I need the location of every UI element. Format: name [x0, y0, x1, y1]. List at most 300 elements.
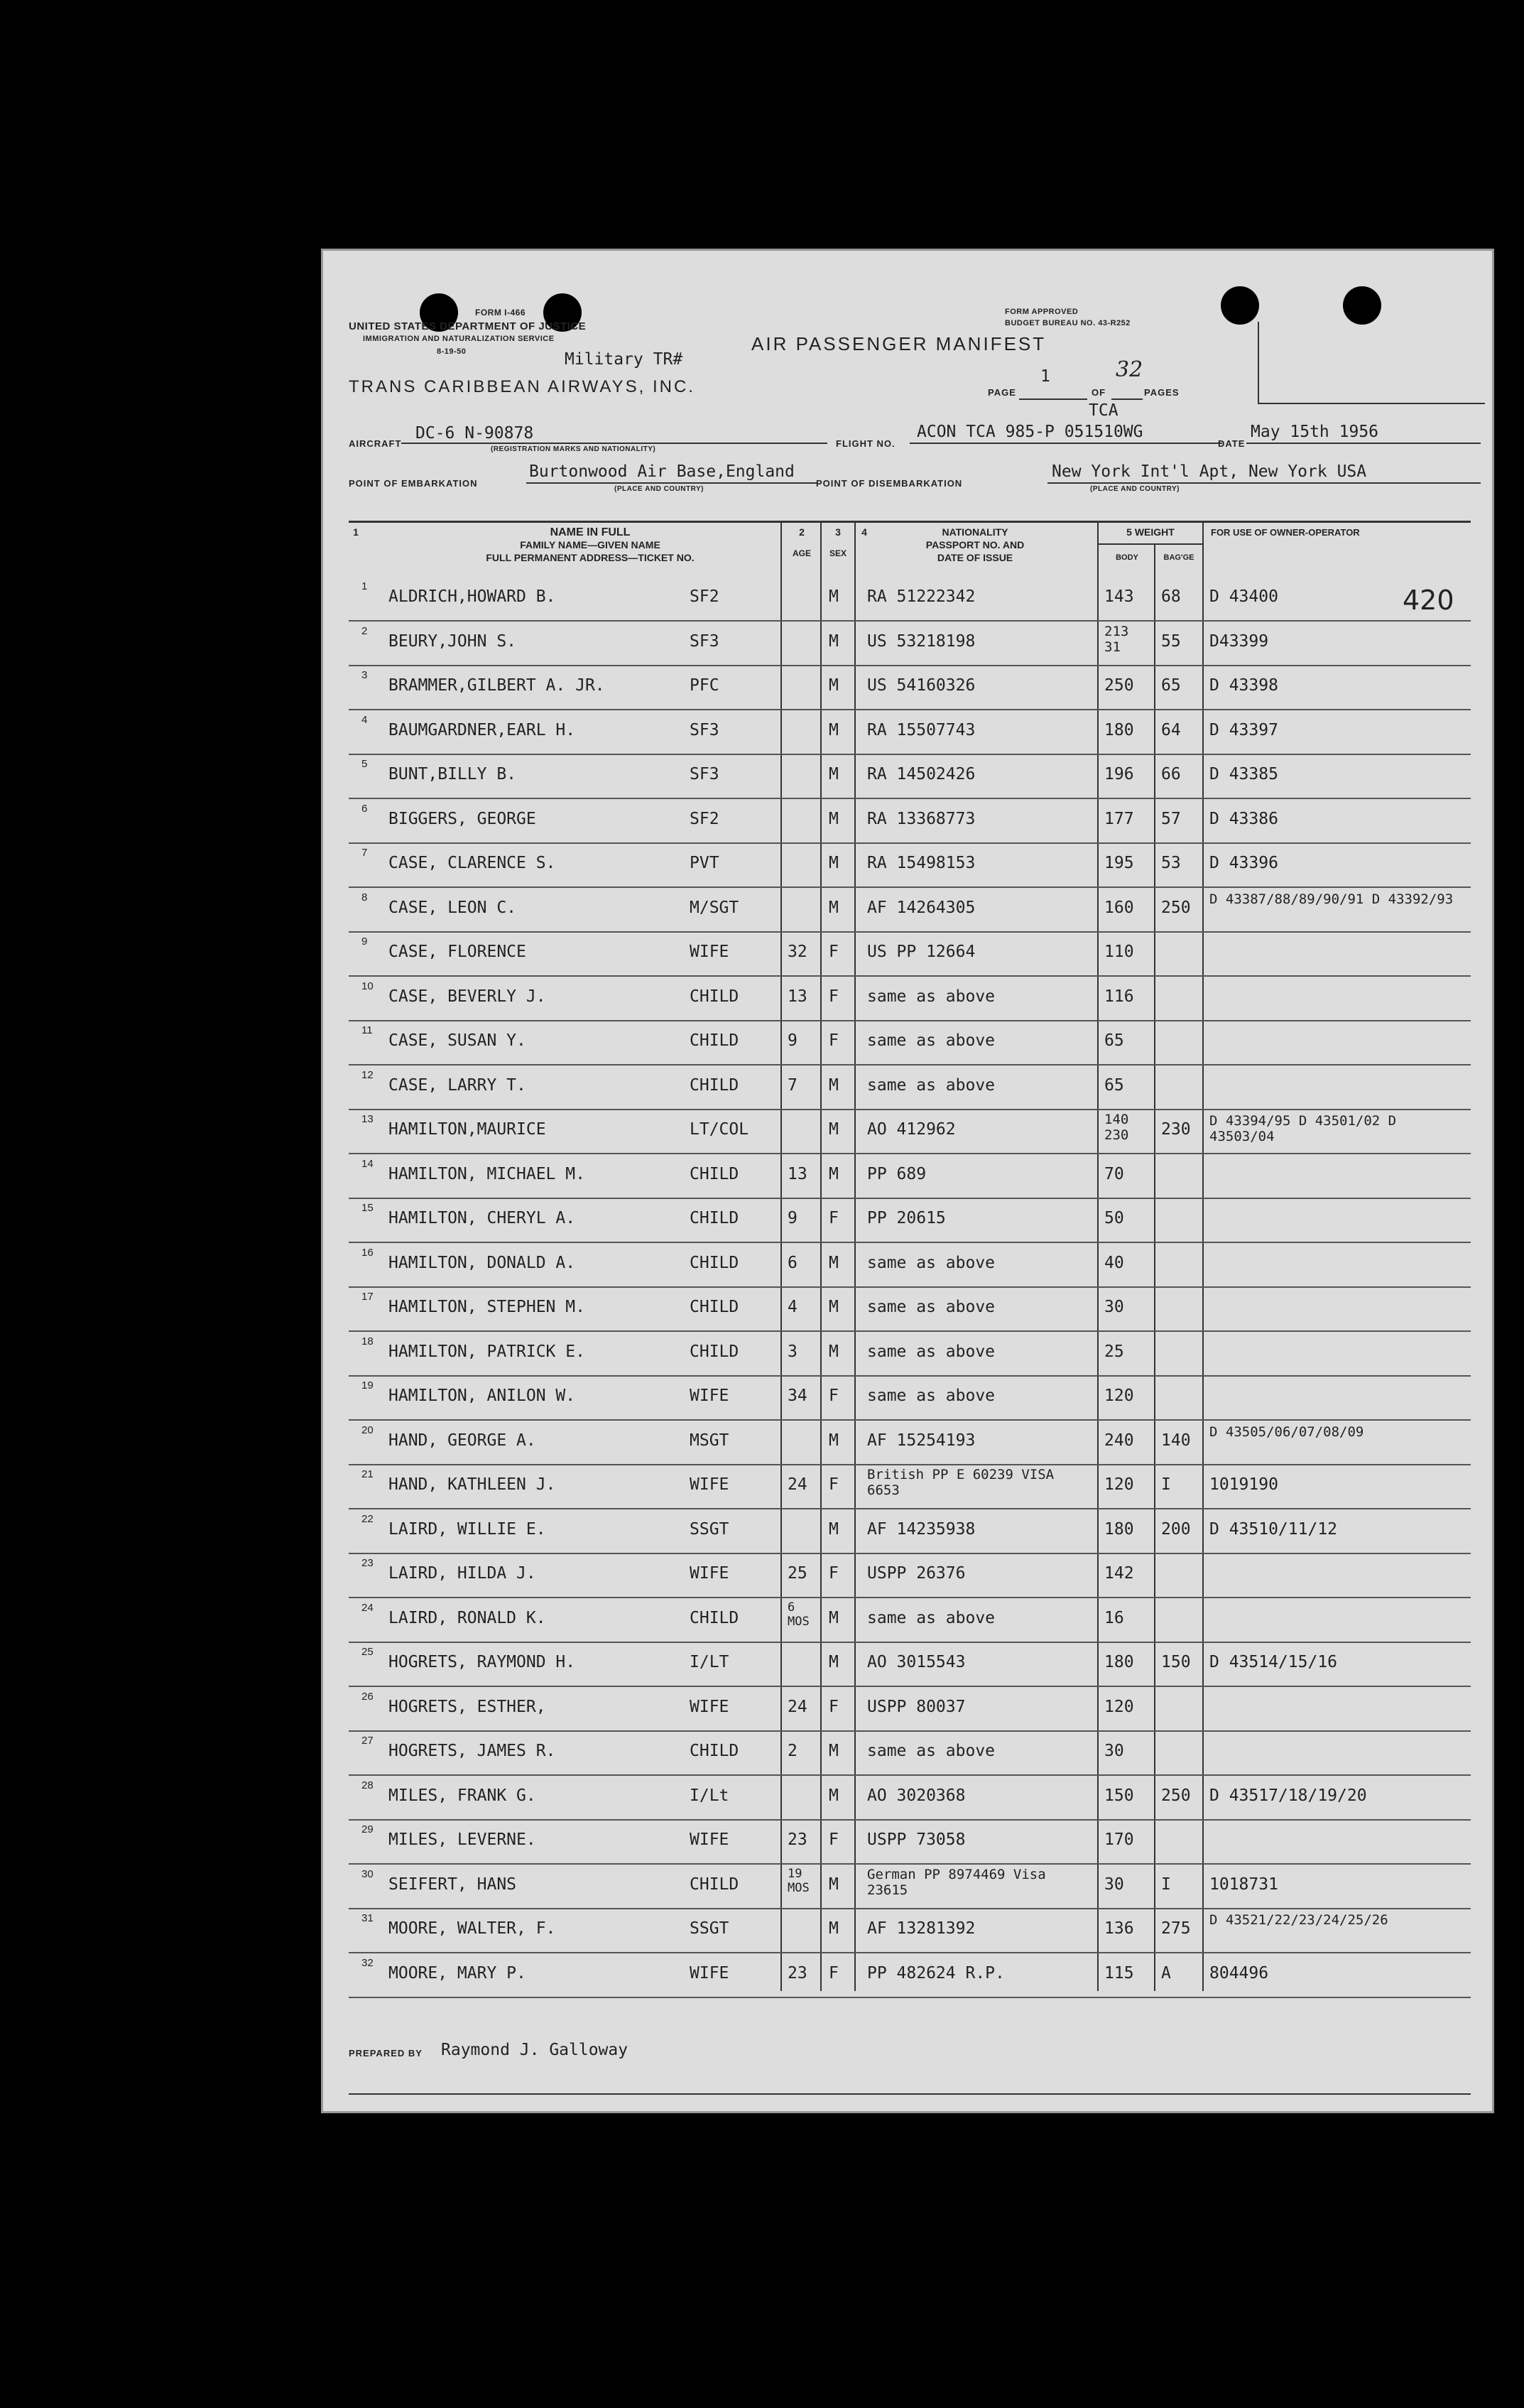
body-weight: 140 230 [1104, 1112, 1129, 1143]
operator-ticket: 1018731 [1209, 1875, 1278, 1894]
passenger-passport: USPP 73058 [867, 1831, 966, 1849]
row-number: 20 [361, 1423, 374, 1436]
body-weight: 116 [1104, 987, 1134, 1006]
passenger-passport: AF 14264305 [867, 898, 976, 917]
body-weight: 65 [1104, 1075, 1124, 1095]
table-row [349, 755, 1471, 799]
col-body-header: BODY [1116, 553, 1138, 562]
bottom-rule [349, 2093, 1471, 2095]
row-number: 23 [361, 1557, 374, 1569]
passenger-name: HOGRETS, RAYMOND H. [388, 1653, 576, 1671]
row-number: 24 [361, 1601, 374, 1614]
passenger-name: BUNT,BILLY B. [388, 765, 517, 783]
page-underline [1019, 398, 1087, 400]
total-pages: 32 [1116, 357, 1143, 382]
passenger-name: HAND, GEORGE A. [388, 1431, 536, 1450]
form-date: 8-19-50 [437, 347, 467, 356]
baggage-weight: 230 [1161, 1120, 1191, 1139]
table-row [349, 1777, 1471, 1821]
passenger-passport: same as above [867, 1253, 996, 1272]
row-number: 32 [361, 1956, 374, 1969]
baggage-weight: 66 [1161, 765, 1181, 783]
col-sex-header: SEX [829, 548, 847, 558]
passenger-rank: CHILD [690, 1031, 739, 1050]
baggage-weight: 55 [1161, 631, 1181, 651]
body-weight: 170 [1104, 1831, 1134, 1849]
table-row [349, 1865, 1471, 1909]
passenger-name: CASE, CLARENCE S. [388, 854, 556, 872]
baggage-weight: 65 [1161, 676, 1181, 695]
col1-number: 1 [353, 526, 359, 538]
date-label: DATE [1218, 438, 1246, 449]
col-nationality-line1: NATIONALITY [942, 526, 1008, 538]
passenger-age: 6 MOS [788, 1600, 810, 1629]
table-row [349, 1909, 1471, 1953]
table-row [349, 1110, 1471, 1154]
passenger-rank: CHILD [690, 1298, 739, 1316]
passenger-age: 3 [788, 1342, 798, 1361]
passenger-sex: F [829, 1697, 839, 1716]
passenger-name: MOORE, MARY P. [388, 1963, 526, 1983]
operator-ticket: D 43385 [1209, 765, 1278, 783]
passenger-rank: PVT [690, 854, 719, 872]
passenger-sex: F [829, 1209, 839, 1227]
operator-ticket: 804496 [1209, 1963, 1269, 1983]
body-weight: 160 [1104, 898, 1134, 917]
row-number: 11 [361, 1024, 373, 1036]
table-top-border [349, 521, 1471, 523]
manifest-sheet [321, 249, 1494, 2113]
body-weight: 213 31 [1104, 623, 1129, 655]
disembarkation-value: New York Int'l Apt, New York USA [1052, 462, 1367, 481]
passenger-sex: M [829, 1786, 839, 1805]
table-row [349, 1155, 1471, 1199]
flight-underline [910, 443, 1222, 444]
passenger-rank: M/SGT [690, 898, 739, 917]
body-weight: 177 [1104, 809, 1134, 828]
row-number: 26 [361, 1690, 374, 1703]
operator-ticket: D 43400 [1209, 587, 1278, 606]
row-number: 14 [361, 1157, 374, 1170]
passenger-passport: same as above [867, 1031, 996, 1050]
passenger-sex: M [829, 1342, 839, 1361]
passenger-rank: CHILD [690, 1075, 739, 1095]
passenger-passport: same as above [867, 1298, 996, 1316]
passenger-name: BRAMMER,GILBERT A. JR. [388, 676, 605, 695]
disembarkation-underline [1047, 482, 1481, 484]
passenger-rank: SF3 [690, 720, 719, 739]
row-number: 22 [361, 1512, 374, 1525]
passenger-passport: AF 15254193 [867, 1431, 976, 1450]
baggage-weight: 57 [1161, 809, 1181, 828]
body-weight: 120 [1104, 1697, 1134, 1716]
passenger-name: HAMILTON,MAURICE [388, 1120, 546, 1139]
col3-number: 3 [835, 526, 841, 538]
body-weight: 180 [1104, 1653, 1134, 1671]
embarkation-value: Burtonwood Air Base,England [529, 462, 795, 481]
operator-ticket: D43399 [1209, 631, 1269, 651]
passenger-rank: I/LT [690, 1653, 729, 1671]
passenger-rank: WIFE [690, 1564, 729, 1583]
passenger-rank: WIFE [690, 1831, 729, 1849]
table-row [349, 1021, 1471, 1065]
passenger-rank: SF2 [690, 809, 719, 828]
baggage-weight: 250 [1161, 1786, 1191, 1805]
passenger-sex: M [829, 1653, 839, 1671]
passenger-name: HAMILTON, MICHAEL M. [388, 1164, 585, 1183]
handwritten-420: 420 [1403, 585, 1454, 616]
baggage-weight: 64 [1161, 720, 1181, 739]
table-row [349, 1510, 1471, 1554]
passenger-name: HAMILTON, CHERYL A. [388, 1209, 576, 1227]
passenger-age: 4 [788, 1298, 798, 1316]
passenger-passport: PP 482624 R.P. [867, 1963, 1005, 1983]
row-number: 2 [361, 624, 368, 637]
prepared-by-value: Raymond J. Galloway [441, 2041, 628, 2059]
passenger-sex: M [829, 1742, 839, 1760]
passenger-name: CASE, SUSAN Y. [388, 1031, 526, 1050]
operator-ticket: D 43505/06/07/08/09 [1209, 1423, 1364, 1440]
body-weight: 180 [1104, 720, 1134, 739]
passenger-name: CASE, FLORENCE [388, 943, 526, 961]
passenger-sex: M [829, 765, 839, 783]
body-weight: 150 [1104, 1786, 1134, 1805]
table-row [349, 1954, 1471, 1998]
passenger-name: HOGRETS, JAMES R. [388, 1742, 556, 1760]
row-number: 3 [361, 669, 368, 681]
row-number: 15 [361, 1202, 374, 1214]
punch-hole [1343, 286, 1381, 325]
flight-label: FLIGHT NO. [836, 438, 896, 449]
table-row [349, 1066, 1471, 1110]
col-owner-operator-header: FOR USE OF OWNER-OPERATOR [1211, 527, 1360, 538]
passenger-passport: AF 14235938 [867, 1519, 976, 1539]
col-age-header: AGE [792, 548, 811, 558]
body-weight: 240 [1104, 1431, 1134, 1450]
passenger-name: MOORE, WALTER, F. [388, 1919, 556, 1938]
body-weight: 70 [1104, 1164, 1124, 1183]
body-weight: 136 [1104, 1919, 1134, 1938]
passenger-age: 7 [788, 1075, 798, 1095]
page-label: PAGE [988, 387, 1016, 398]
passenger-passport: same as above [867, 1342, 996, 1361]
passenger-sex: F [829, 1475, 839, 1494]
baggage-weight: 68 [1161, 587, 1181, 606]
passenger-sex: F [829, 987, 839, 1006]
passenger-rank: WIFE [690, 943, 729, 961]
row-number: 28 [361, 1779, 374, 1791]
passenger-name: HAND, KATHLEEN J. [388, 1475, 556, 1494]
passenger-age: 9 [788, 1031, 798, 1050]
table-row [349, 1554, 1471, 1598]
passenger-rank: CHILD [690, 1209, 739, 1227]
passenger-passport: same as above [867, 987, 996, 1006]
passenger-passport: AF 13281392 [867, 1919, 976, 1938]
row-number: 8 [361, 891, 368, 904]
passenger-passport: same as above [867, 1075, 996, 1095]
table-row [349, 711, 1471, 755]
passenger-age: 23 [788, 1831, 807, 1849]
passenger-name: LAIRD, WILLIE E. [388, 1519, 546, 1539]
passenger-rank: SF3 [690, 765, 719, 783]
table-row [349, 1643, 1471, 1687]
body-weight: 115 [1104, 1963, 1134, 1983]
body-weight: 30 [1104, 1875, 1124, 1894]
passenger-age: 13 [788, 987, 807, 1006]
passenger-name: MILES, LEVERNE. [388, 1831, 536, 1849]
passenger-sex: M [829, 676, 839, 695]
passenger-rank: LT/COL [690, 1120, 749, 1139]
aircraft-underline [401, 443, 827, 444]
table-row [349, 977, 1471, 1021]
prepared-by-label: PREPARED BY [349, 2048, 423, 2059]
body-weight: 195 [1104, 854, 1134, 872]
row-number: 5 [361, 758, 368, 770]
passenger-sex: M [829, 1519, 839, 1539]
passenger-passport: RA 13368773 [867, 809, 976, 828]
passenger-name: SEIFERT, HANS [388, 1875, 517, 1894]
row-number: 27 [361, 1735, 374, 1747]
passenger-rank: WIFE [690, 1387, 729, 1405]
passenger-name: LAIRD, HILDA J. [388, 1564, 536, 1583]
passenger-rank: SF3 [690, 631, 719, 651]
passenger-sex: M [829, 1075, 839, 1095]
passenger-name: CASE, LEON C. [388, 898, 517, 917]
table-row [349, 1421, 1471, 1465]
passenger-age: 9 [788, 1209, 798, 1227]
passenger-passport: same as above [867, 1608, 996, 1627]
table-row [349, 889, 1471, 933]
passenger-rank: CHILD [690, 1608, 739, 1627]
date-value: May 15th 1956 [1251, 423, 1379, 441]
passenger-age: 24 [788, 1475, 807, 1494]
operator-ticket: D 43396 [1209, 854, 1278, 872]
passenger-age: 34 [788, 1387, 807, 1405]
table-row [349, 800, 1471, 844]
body-weight: 40 [1104, 1253, 1124, 1272]
body-weight: 16 [1104, 1608, 1124, 1627]
disembarkation-label: POINT OF DISEMBARKATION [816, 478, 963, 489]
col-name-line2: FAMILY NAME—GIVEN NAME [520, 539, 660, 551]
baggage-weight: I [1161, 1875, 1171, 1894]
passenger-age: 19 MOS [788, 1866, 810, 1895]
table-row [349, 622, 1471, 666]
operator-ticket: D 43397 [1209, 720, 1278, 739]
baggage-weight: I [1161, 1475, 1171, 1494]
passenger-sex: F [829, 1564, 839, 1583]
row-number: 10 [361, 980, 374, 992]
pages-label: PAGES [1144, 387, 1180, 398]
passenger-name: HAMILTON, PATRICK E. [388, 1342, 585, 1361]
passenger-passport: PP 689 [867, 1164, 927, 1183]
operator-ticket: D 43386 [1209, 809, 1278, 828]
corner-box-left [1258, 322, 1259, 404]
body-weight: 30 [1104, 1298, 1124, 1316]
passenger-rank: CHILD [690, 1164, 739, 1183]
passenger-rank: WIFE [690, 1697, 729, 1716]
baggage-weight: 250 [1161, 898, 1191, 917]
col-name-line1: NAME IN FULL [550, 526, 631, 538]
passenger-rank: CHILD [690, 1875, 739, 1894]
passenger-passport: US 53218198 [867, 631, 976, 651]
operator-ticket: D 43387/88/89/90/91 D 43392/93 [1209, 891, 1454, 907]
punch-hole [1221, 286, 1259, 325]
passenger-sex: F [829, 1831, 839, 1849]
operator-ticket: D 43521/22/23/24/25/26 [1209, 1912, 1388, 1928]
passenger-sex: M [829, 1431, 839, 1450]
row-number: 29 [361, 1823, 374, 1835]
table-row [349, 1599, 1471, 1643]
col-nationality-line3: DATE OF ISSUE [937, 552, 1013, 563]
passenger-age: 13 [788, 1164, 807, 1183]
table-row [349, 1244, 1471, 1288]
passenger-sex: M [829, 631, 839, 651]
weight-divider [1099, 543, 1202, 545]
passenger-passport: same as above [867, 1387, 996, 1405]
passenger-passport: RA 14502426 [867, 765, 976, 783]
passenger-name: BIGGERS, GEORGE [388, 809, 536, 828]
passenger-rank: SF2 [690, 587, 719, 606]
operator-ticket: D 43394/95 D 43501/02 D 43503/04 [1209, 1113, 1397, 1144]
passenger-sex: M [829, 1919, 839, 1938]
row-number: 12 [361, 1068, 374, 1081]
passenger-passport: PP 20615 [867, 1209, 946, 1227]
passenger-sex: M [829, 898, 839, 917]
row-number: 21 [361, 1468, 374, 1480]
passenger-sex: M [829, 1164, 839, 1183]
passenger-passport: USPP 80037 [867, 1697, 966, 1716]
table-row [349, 1199, 1471, 1243]
row-number: 19 [361, 1379, 374, 1392]
operator-ticket: D 43398 [1209, 676, 1278, 695]
passenger-sex: M [829, 809, 839, 828]
aircraft-sub: (REGISTRATION MARKS AND NATIONALITY) [491, 445, 656, 453]
passenger-age: 32 [788, 943, 807, 961]
page-number: 1 [1040, 367, 1050, 386]
table-row [349, 1732, 1471, 1776]
passenger-name: MILES, FRANK G. [388, 1786, 536, 1805]
operator-ticket: D 43510/11/12 [1209, 1519, 1338, 1539]
baggage-weight: 53 [1161, 854, 1181, 872]
passenger-passport: AO 3020368 [867, 1786, 966, 1805]
passenger-rank: CHILD [690, 1742, 739, 1760]
body-weight: 50 [1104, 1209, 1124, 1227]
passenger-name: BAUMGARDNER,EARL H. [388, 720, 576, 739]
embarkation-sub: (PLACE AND COUNTRY) [614, 485, 704, 493]
table-row [349, 1821, 1471, 1865]
flight-value: ACON TCA 985-P 051510WG [917, 423, 1143, 441]
passenger-sex: M [829, 1120, 839, 1139]
body-weight: 25 [1104, 1342, 1124, 1361]
form-approved: FORM APPROVED [1005, 308, 1079, 316]
passenger-passport: AO 3015543 [867, 1653, 966, 1671]
passenger-passport: same as above [867, 1742, 996, 1760]
passenger-rank: SSGT [690, 1519, 729, 1539]
table-row [349, 844, 1471, 888]
passenger-sex: M [829, 720, 839, 739]
of-label: OF [1092, 387, 1106, 398]
col4-number: 4 [861, 526, 867, 538]
of-underline [1111, 398, 1143, 400]
passenger-passport: RA 15507743 [867, 720, 976, 739]
passenger-passport: US PP 12664 [867, 943, 976, 961]
passenger-rank: MSGT [690, 1431, 729, 1450]
body-weight: 196 [1104, 765, 1134, 783]
passenger-age: 6 [788, 1253, 798, 1272]
col-nationality-line2: PASSPORT NO. AND [925, 539, 1025, 551]
row-number: 30 [361, 1867, 374, 1880]
body-weight: 180 [1104, 1519, 1134, 1539]
passenger-sex: M [829, 854, 839, 872]
passenger-rank: I/Lt [690, 1786, 729, 1805]
row-number: 25 [361, 1646, 374, 1658]
table-row [349, 1333, 1471, 1377]
passenger-sex: M [829, 587, 839, 606]
department-line: UNITED STATES DEPARTMENT OF JUSTICE [349, 320, 587, 332]
row-number: 6 [361, 802, 368, 815]
baggage-weight: 140 [1161, 1431, 1191, 1450]
passenger-sex: M [829, 1253, 839, 1272]
baggage-weight: A [1161, 1963, 1171, 1983]
passenger-rank: WIFE [690, 1475, 729, 1494]
aircraft-value: DC-6 N-90878 [415, 424, 534, 443]
passenger-passport: RA 51222342 [867, 587, 976, 606]
corner-box-bottom [1258, 403, 1485, 404]
col2-number: 2 [799, 526, 805, 538]
row-number: 17 [361, 1291, 374, 1303]
row-number: 16 [361, 1246, 374, 1259]
passenger-rank: SSGT [690, 1919, 729, 1938]
passenger-age: 24 [788, 1697, 807, 1716]
manifest-title: AIR PASSENGER MANIFEST [751, 333, 1047, 354]
passenger-passport: British PP E 60239 VISA 6653 [867, 1467, 1055, 1498]
passenger-sex: F [829, 1963, 839, 1983]
row-number: 1 [361, 580, 368, 592]
passenger-sex: M [829, 1608, 839, 1627]
body-weight: 250 [1104, 676, 1134, 695]
row-number: 9 [361, 935, 368, 948]
body-weight: 110 [1104, 943, 1134, 961]
passenger-name: HAMILTON, STEPHEN M. [388, 1298, 585, 1316]
embarkation-underline [526, 482, 817, 484]
table-row [349, 933, 1471, 977]
passenger-passport: AO 412962 [867, 1120, 956, 1139]
passenger-passport: USPP 26376 [867, 1564, 966, 1583]
body-weight: 30 [1104, 1742, 1124, 1760]
passenger-age: 2 [788, 1742, 798, 1760]
passenger-name: CASE, BEVERLY J. [388, 987, 546, 1006]
body-weight: 65 [1104, 1031, 1124, 1050]
baggage-weight: 150 [1161, 1653, 1191, 1671]
body-weight: 120 [1104, 1387, 1134, 1405]
col-baggage-header: BAG'GE [1163, 553, 1194, 562]
passenger-sex: M [829, 1298, 839, 1316]
passenger-rank: CHILD [690, 1342, 739, 1361]
passenger-sex: F [829, 943, 839, 961]
passenger-passport: German PP 8974469 Visa 23615 [867, 1866, 1046, 1898]
row-number: 7 [361, 847, 368, 859]
table-row [349, 1688, 1471, 1732]
table-row [349, 666, 1471, 710]
passenger-age: 25 [788, 1564, 807, 1583]
budget-bureau: BUDGET BUREAU NO. 43-R252 [1005, 319, 1131, 327]
passenger-rank: CHILD [690, 1253, 739, 1272]
passenger-sex: F [829, 1031, 839, 1050]
table-row [349, 1465, 1471, 1509]
military-tr: Military TR# [565, 350, 683, 369]
table-row [349, 1377, 1471, 1421]
row-number: 13 [361, 1113, 374, 1125]
